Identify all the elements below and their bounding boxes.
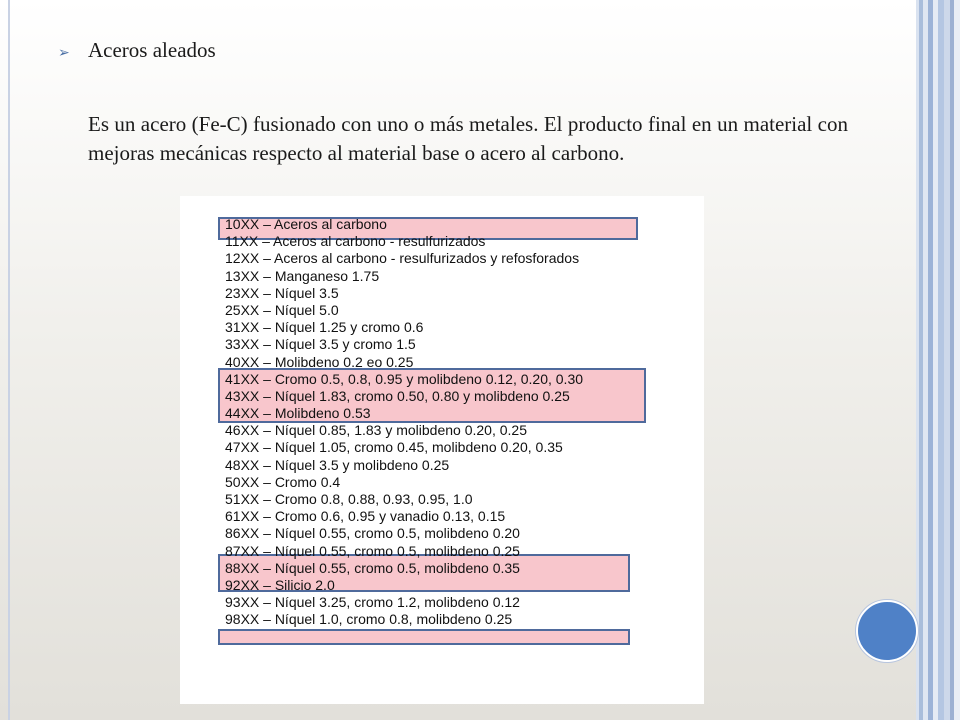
steel-code-list	[225, 216, 583, 629]
aisi-codes-table	[180, 196, 704, 704]
table-row: 48XX – Níquel 3.5 y molibdeno 0.25	[225, 456, 450, 473]
table-row: 44XX – Molibdeno 0.53	[225, 405, 371, 422]
table-row: 86XX – Níquel 0.55, cromo 0.5, molibdeno 0.20	[225, 525, 520, 542]
table-row: 25XX – Níquel 5.0	[225, 301, 339, 318]
table-row: 46XX – Níquel 0.85, 1.83 y molibdeno 0.20, 0.25	[225, 422, 527, 439]
table-row: 50XX – Cromo 0.4	[225, 473, 341, 490]
table-row: 40XX – Molibdeno 0.2 eo 0.25	[225, 353, 414, 370]
table-row: 51XX – Cromo 0.8, 0.88, 0.93, 0.95, 1.0	[225, 491, 473, 507]
table-row: 87XX – Níquel 0.55, cromo 0.5, molibdeno 0.25	[225, 542, 520, 559]
table-row: 12XX – Aceros al carbono - resulfurizados y refosforados	[225, 250, 580, 267]
slide-heading: Aceros aleados	[88, 38, 216, 62]
table-row: 93XX – Níquel 3.25, cromo 1.2, molibdeno 0.12	[225, 594, 520, 611]
table-row: 88XX – Níquel 0.55, cromo 0.5, molibdeno 0.35	[225, 559, 520, 576]
decorative-circle	[856, 600, 918, 662]
table-row: 13XX – Manganeso 1.75	[225, 267, 380, 284]
table-row: 31XX – Níquel 1.25 y cromo 0.6	[225, 319, 424, 336]
table-row: 23XX – Níquel 3.5	[225, 284, 339, 301]
slide-left-border	[8, 0, 10, 720]
slide-paragraph: Es un acero (Fe-C) fusionado con uno o más metales. El producto final en un material con mejoras mecánicas respecto al material base o acero al carbono.	[88, 112, 848, 165]
arrow-bullet-icon: ➢	[58, 45, 70, 61]
decorative-stripes	[916, 0, 960, 720]
table-row: 98XX – Níquel 1.0, cromo 0.8, molibdeno 0.25	[225, 611, 513, 628]
table-row: 41XX – Cromo 0.5, 0.8, 0.95 y molibdeno 0.12, 0.20, 0.30	[225, 370, 584, 387]
table-row: 11XX – Aceros al carbono - resulfurizados	[225, 233, 486, 250]
table-row: 33XX – Níquel 3.5 y cromo 1.5	[225, 336, 416, 353]
table-row: 61XX – Cromo 0.6, 0.95 y vanadio 0.13, 0.15	[225, 508, 506, 525]
table-row: 92XX – Silicio 2.0	[225, 576, 335, 593]
table-row: 47XX – Níquel 1.05, cromo 0.45, molibdeno 0.20, 0.35	[225, 439, 563, 456]
highlight-box-93xx	[218, 629, 630, 645]
table-row: 43XX – Níquel 1.83, cromo 0.50, 0.80 y molibdeno 0.25	[225, 387, 570, 404]
table-row: 10XX – Aceros al carbono	[225, 216, 387, 232]
